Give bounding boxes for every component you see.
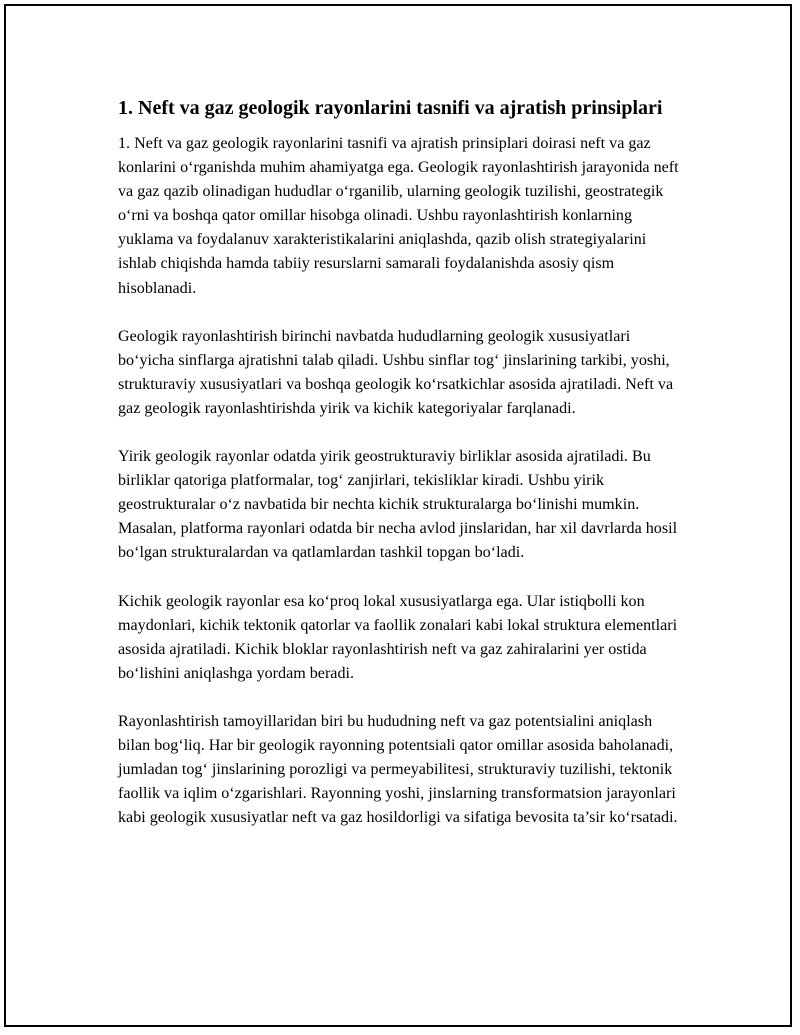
- paragraph-3: Yirik geologik rayonlar odatda yirik geostrukturaviy birliklar asosida ajratiladi. Bu birliklar qatoriga platformalar, tog‘ zanjirlari, tekisliklar kiradi. Ushbu yirik geostrukturalar o‘z navbatida bir nechta kichik strukturalarga bo‘linishi mumkin. Masalan, platforma rayonlari odatda bir necha avlod jinslaridan, har xil davrlarda hosil bo‘lgan strukturalardan va qatlamlardan tashkil topgan bo‘ladi.: [118, 448, 678, 562]
- document-body: [118, 95, 686, 854]
- section-heading: 1. Neft va gaz geologik rayonlarini tasnifi va ajratish prinsiplari: [118, 97, 663, 119]
- paragraph-5: Rayonlashtirish tamoyillaridan biri bu hududning neft va gaz potentsialini aniqlash bilan bog‘liq. Har bir geologik rayonning potentsiali qator omillar asosida baholanadi, jumladan tog‘ jinslarining porozligi va permeyabilitesi, strukturaviy tuzilishi, tektonik faollik va iqlim o‘zgarishlari. Rayonning yoshi, jinslarning transformatsion jarayonlari kabi geologik xususiyatlar neft va gaz hosildorligi va sifatiga bevosita ta’sir ko‘rsatadi.: [118, 712, 678, 827]
- paragraph-2: Geologik rayonlashtirish birinchi navbatda hududlarning geologik xususiyatlari bo‘yicha sinflarga ajratishni talab qiladi. Ushbu sinflar tog‘ jinslarining tarkibi, yoshi, strukturaviy xususiyatlari va boshqa geologik ko‘rsatkichlar asosida ajratiladi. Neft va gaz geologik rayonlashtirishda yirik va kichik kategoriyalar farqlanadi.: [118, 327, 674, 417]
- paragraph-4: Kichik geologik rayonlar esa ko‘proq lokal xususiyatlarga ega. Ular istiqbolli kon maydonlari, kichik tektonik qatorlar va faollik zonalari kabi lokal struktura elementlari asosida ajratiladi. Kichik bloklar rayonlashtirish neft va gaz zahiralarini yer ostida bo‘lishini aniqlashga yordam beradi.: [118, 592, 678, 682]
- paragraph-1: 1. Neft va gaz geologik rayonlarini tasnifi va ajratish prinsiplari doirasi neft va gaz konlarini o‘rganishda muhim ahamiyatga ega. Geologik rayonlashtirish jarayonida neft va gaz qazib olinadigan hududlar o‘rganilib, ularning geologik tuzilishi, geostrategik o‘rni va boshqa qator omillar hisobga olinadi. Ushbu rayonlashtirish konlarning yuklama va foydalanuv xarakteristikalarini aniqlashda, qazib olish strategiyalarini ishlab chiqishda hamda tabiiy resurslarni samarali foydalanishda asosiy qism hisoblanadi.: [118, 135, 679, 297]
